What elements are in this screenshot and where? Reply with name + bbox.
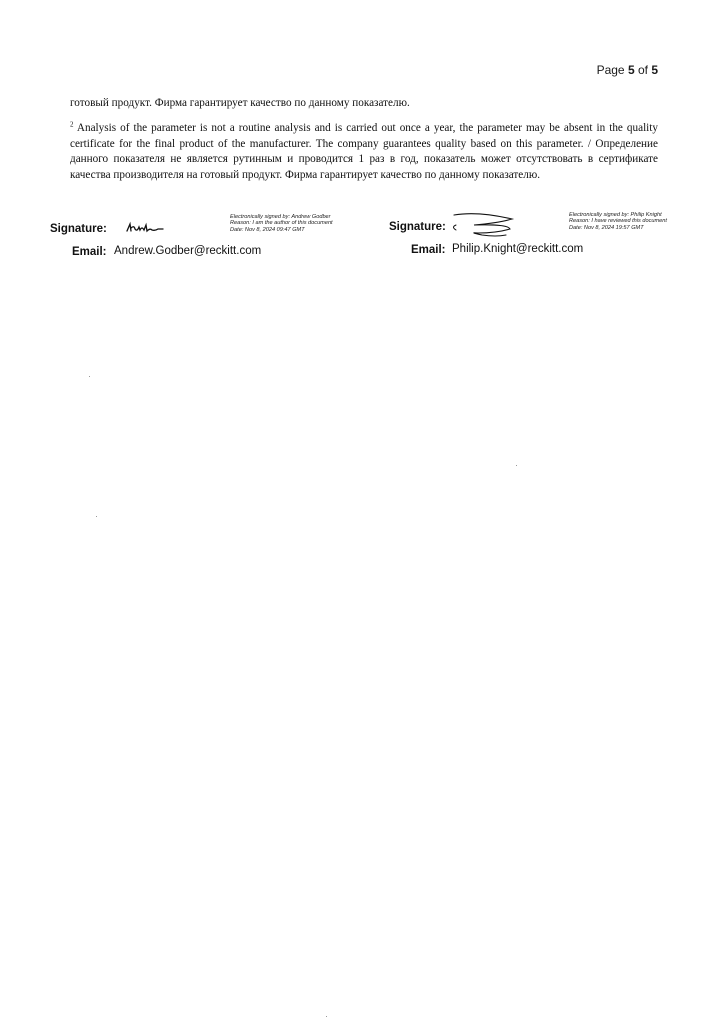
footnote-text: Analysis of the parameter is not a routine analysis and is carried out once a year, the parameter may be absent in the quality certificate for the final product of the manufacturer. The company guarantees quality based on this parameter. / Определение данного показателя не является рутинным и проводится 1 раз в год, показатель может отсутствовать в сертификате качества производителя на готовый продукт. Фирма гарантирует качество по данному показателю. (70, 122, 658, 181)
handwritten-signature-reviewer (448, 211, 518, 241)
esign-date: Date: Nov 8, 2024 09:47 GMT (230, 226, 305, 233)
scan-speck (516, 465, 517, 466)
footnote (70, 121, 658, 183)
page-number (597, 63, 658, 77)
page-current: 5 (627, 63, 635, 77)
scan-speck (89, 376, 90, 377)
handwritten-signature-author (125, 220, 165, 236)
esign-reason: Reason: I am the author of this document (230, 220, 333, 227)
signature-label: Signature: (50, 223, 107, 235)
email-label: Email: (411, 244, 446, 256)
page-of: of (634, 63, 652, 77)
footnote-number: 2 (70, 120, 74, 129)
email-label: Email: (72, 246, 107, 258)
electronic-signature-stamp (230, 214, 350, 233)
signature-label: Signature: (389, 221, 446, 233)
continued-text-line: готовый продукт. Фирма гарантирует качество по данному показателю. (70, 97, 410, 109)
esign-signed-by: Electronically signed by: Philip Knight (569, 212, 662, 218)
email-value: Andrew.Godber@reckitt.com (114, 245, 262, 257)
page-total: 5 (651, 63, 658, 77)
email-value: Philip.Knight@reckitt.com (452, 243, 584, 255)
page-prefix: Page (596, 63, 628, 77)
scan-speck (96, 516, 97, 517)
esign-reason: Reason: I have reviewed this document (569, 218, 667, 225)
scan-speck (326, 1016, 327, 1017)
esign-date: Date: Nov 8, 2024 19:57 GMT (569, 224, 644, 231)
esign-signed-by: Electronically signed by: Andrew Godber (230, 214, 331, 220)
electronic-signature-stamp (569, 212, 689, 231)
